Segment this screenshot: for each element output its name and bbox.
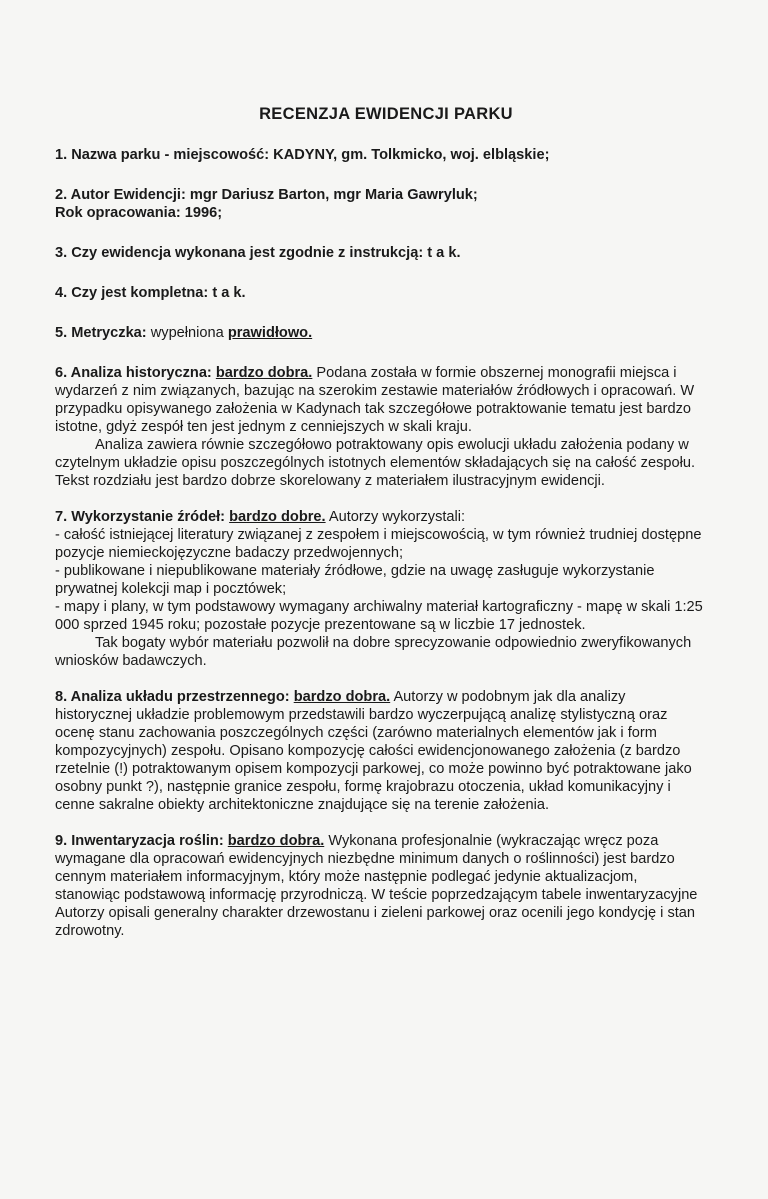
- plants-grade: bardzo dobra.: [227, 833, 325, 849]
- author-line: 2. Autor Ewidencji: mgr Dariusz Barton, mgr Maria Gawryluk;: [55, 187, 478, 203]
- plants-text: Wykonana profesjonalnie (wykraczając wręcz poza wymagane dla opracowań ewidencyjnych niezbędne minimum danych o roślinności) jest bardzo cennym materiałem informacyjnym, który może następnie podlegać jedynie aktualizacjom, stanowiąc podstawową informację przyrodniczą. W teście poprzedzającym tabele inwentaryzacyjne Autorzy opisali generalny charakter drzewostanu i zieleni parkowej oraz ocenili jego kondycję i stan zdrowotny.: [55, 833, 698, 939]
- review-body: [55, 105, 705, 958]
- plants-label: 9. Inwentaryzacja roślin:: [55, 833, 224, 849]
- spatial-label: 8. Analiza układu przestrzennego:: [55, 689, 290, 705]
- historical-label: 6. Analiza historyczna:: [55, 365, 212, 381]
- spatial-grade: bardzo dobra.: [293, 689, 391, 705]
- section-instruction: [55, 244, 705, 262]
- park-name-text: 1. Nazwa parku - miejscowość: KADYNY, gm. Tolkmicko, woj. elbląskie;: [55, 147, 550, 163]
- sources-label: 7. Wykorzystanie źródeł:: [55, 509, 226, 525]
- section-complete: [55, 284, 705, 302]
- section-author: [55, 186, 705, 222]
- sources-summary: Tak bogaty wybór materiału pozwolił na dobre sprecyzowanie odpowiednio zweryfikowanych wniosków badawczych.: [55, 635, 692, 669]
- metryczka-label: 5. Metryczka:: [55, 325, 147, 341]
- instruction-question: 3. Czy ewidencja wykonana jest zgodnie z instrukcją:: [55, 245, 424, 261]
- section-spatial-analysis: [55, 688, 705, 814]
- page-title: RECENZJA EWIDENCJI PARKU: [259, 105, 513, 123]
- sources-grade: bardzo dobre.: [229, 509, 326, 525]
- complete-question: 4. Czy jest kompletna:: [55, 285, 209, 301]
- historical-grade: bardzo dobra.: [215, 365, 313, 381]
- historical-text-2: Analiza zawiera równie szczegółowo potraktowany opis ewolucji układu założenia podany w czytelnym układzie opisu poszczególnych istotnych elementów składających się na całość zespołu. Tekst rozdziału jest bardzo dobrze skorelowany z materiałem ilustracyjnym ewidencji.: [55, 437, 696, 489]
- sources-item: - publikowane i niepublikowane materiały źródłowe, gdzie na uwagę zasługuje wykorzystanie prywatnej kolekcji map i pocztówek;: [55, 563, 655, 597]
- complete-answer: t a k.: [212, 285, 246, 301]
- sources-item: - mapy i plany, w tym podstawowy wymagany archiwalny materiał kartograficzny - mapę w skali 1:25 000 sprzed 1945 roku; pozostałe pozycje prezentowane są w liczbie 17 jednostek.: [55, 599, 703, 633]
- instruction-answer: t a k.: [427, 245, 461, 261]
- metryczka-value: wypełniona: [150, 325, 224, 341]
- sources-intro: Autorzy wykorzystali:: [328, 509, 466, 525]
- section-park-name: [55, 146, 705, 164]
- historical-text: Podana została w formie obszernej monografii miejsca i wydarzeń z nim związanych, bazując na szerokim zestawie materiałów źródłowych i opracowań. W przypadku opisywanego założenia w Kadynach tak szczegółowe potraktowanie tematu jest bardzo istotne, gdyż zespół ten jest jednym z cenniejszych w skali kraju.: [55, 365, 695, 435]
- sources-item: - całość istniejącej literatury związanej z zespołem i miejscowością, w tym również trudniej dostępne pozycje niemieckojęzyczne badaczy przedwojennych;: [55, 527, 702, 561]
- year-line: Rok opracowania: 1996;: [55, 205, 223, 221]
- section-sources: [55, 508, 705, 670]
- section-plant-inventory: [55, 832, 705, 940]
- spatial-text: Autorzy w podobnym jak dla analizy historycznej układzie problemowym przedstawili bardzo wyczerpującą analizę stylistyczną oraz ocenę stanu zachowania poszczególnych części (zarówno materialnych elementów jak i form kompozycyjnych) zespołu. Opisano kompozycję całości ewidencjonowanego założenia (z bardzo rzetelnie (!) potraktowanym opisem kompozycji parkowej, co może powinno być potraktowane jako osobny punkt ?), następnie granice zespołu, formę krajobrazu otoczenia, układ komunikacyjny i cenne sakralne obiekty architektoniczne znajdujące się na terenie założenia.: [55, 689, 692, 813]
- metryczka-emphasis: prawidłowo.: [227, 325, 313, 341]
- section-historical-analysis: [55, 364, 705, 490]
- section-metryczka: [55, 324, 705, 342]
